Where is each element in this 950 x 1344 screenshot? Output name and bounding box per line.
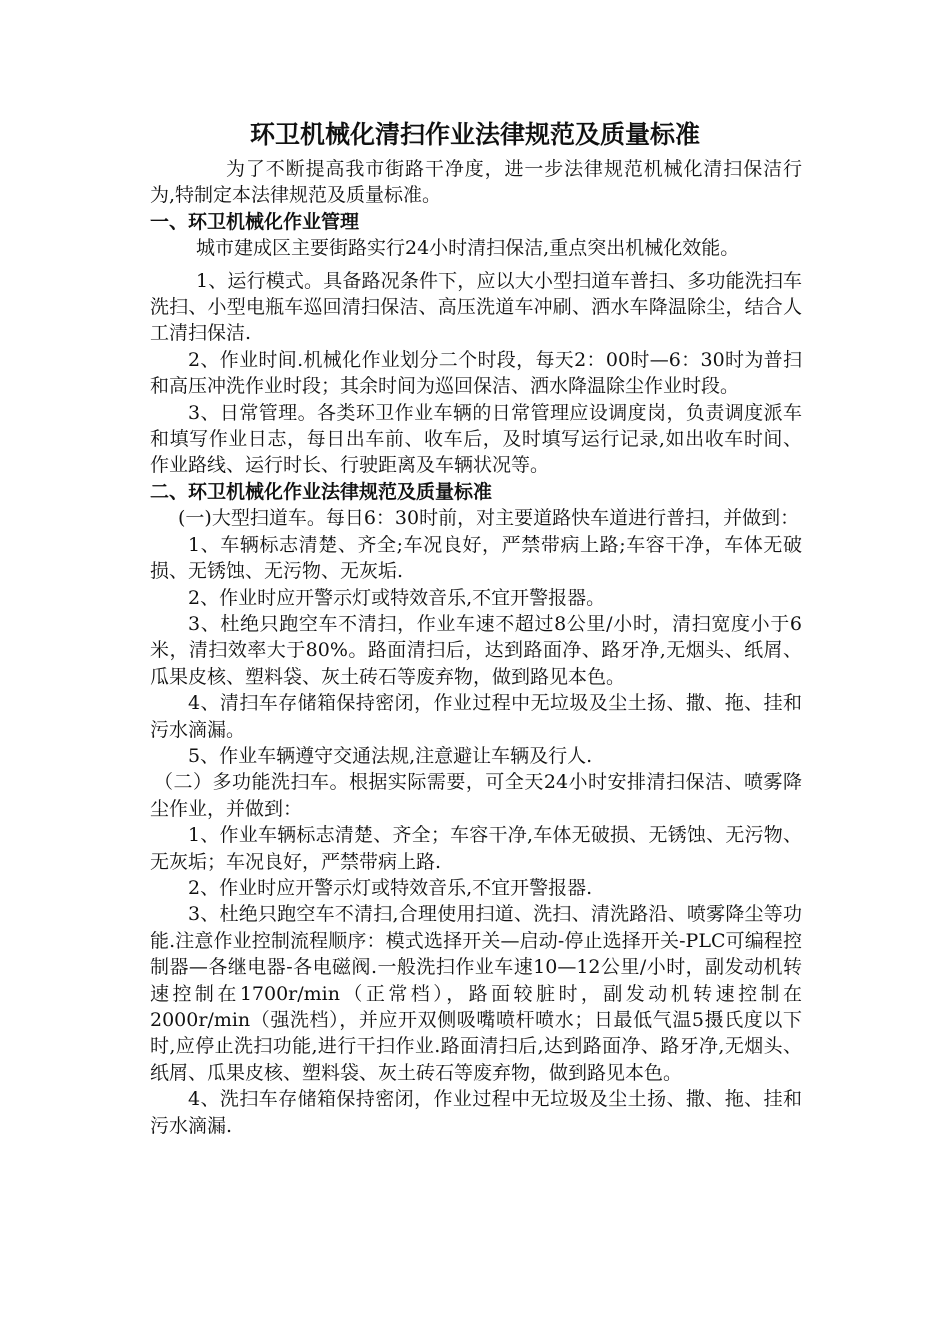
section-2-paragraph-6: 5、作业车辆遵守交通法规,注意避让车辆及行人. [188,744,593,767]
intro-paragraph: 为了不断提高我市街路干净度，进一步法律规范机械化清扫保洁行为,特制定本法律规范及质量标准。 [150,158,802,207]
section-1-paragraph-4: 3、日常管理。各类环卫作业车辆的日常管理应设调度岗，负责调度派车和填写作业日志，每日出车前、收车后，及时填写运行记录,如出收车时间、作业路线、运行时长、行驶距离及车辆状况等。 [150,401,802,477]
section-2-paragraph-10: 3、杜绝只跑空车不清扫,合理使用扫道、洗扫、清洗路沿、喷雾降尘等功能.注意作业控制流程顺序：模式选择开关—启动-停止选择开关-PLC可编程控制器—各继电器-各电磁阀.一般洗扫作业车速10—12公里/小时，副发动机转速控制在1700r/min（正常档），路面较脏时，副发动机转速控制在2000r/min（强洗档），并应开双侧吸嘴喷杆喷水；日最低气温5摄氏度以下时,应停止洗扫功能,进行干扫作业.路面清扫后,达到路面净、路牙净,无烟头、纸屑、瓜果皮核、塑料袋、灰土砖石等废弃物，做到路见本色。 [150,903,802,1084]
section-2-paragraph-11: 4、洗扫车存储箱保持密闭，作业过程中无垃圾及尘土扬、撒、拖、挂和污水滴漏. [150,1088,802,1137]
document-title: 环卫机械化清扫作业法律规范及质量标准 [249,120,700,149]
document-body [150,156,802,1139]
section-2-paragraph-4: 3、杜绝只跑空车不清扫，作业车速不超过8公里/小时，清扫宽度小于6米，清扫效率大于80%。路面清扫后，达到路面净、路牙净,无烟头、纸屑、瓜果皮核、塑料袋、灰土砖石等废弃物，做到路见本色。 [150,612,802,688]
section-1-paragraph-1: 城市建成区主要街路实行24小时清扫保洁,重点突出机械化效能。 [196,237,740,260]
section-2-paragraph-1: (一)大型扫道车。每日6：30时前，对主要道路快车道进行普扫，并做到： [178,507,800,530]
section-1-paragraph-3: 2、作业时间.机械化作业划分二个时段，每天2：00时—6：30时为普扫和高压冲洗作业时段；其余时间为巡回保洁、洒水降温除尘作业时段。 [150,348,802,398]
section-2-paragraph-8: 1、作业车辆标志清楚、齐全；车容干净,车体无破损、无锈蚀、无污物、无灰垢；车况良好，严禁带病上路. [150,824,802,873]
section-1-heading: 一、环卫机械化作业管理 [150,210,360,233]
section-2-paragraph-7: （二）多功能洗扫车。根据实际需要，可全天24小时安排清扫保洁、喷雾降尘作业，并做到： [150,771,802,820]
section-2-paragraph-3: 2、作业时应开警示灯或特效音乐,不宜开警报器。 [188,586,606,609]
section-1-paragraph-2: 1、运行模式。具备路况条件下，应以大小型扫道车普扫、多功能洗扫车洗扫、小型电瓶车巡回清扫保洁、高压洗道车冲刷、洒水车降温除尘，结合人工清扫保洁. [150,269,802,345]
section-2-heading: 二、环卫机械化作业法律规范及质量标准 [150,480,493,503]
section-2-paragraph-5: 4、清扫车存储箱保持密闭，作业过程中无垃圾及尘土扬、撒、拖、挂和污水滴漏。 [150,692,802,741]
section-2-paragraph-9: 2、作业时应开警示灯或特效音乐,不宜开警报器. [188,876,593,899]
section-2-paragraph-2: 1、车辆标志清楚、齐全;车况良好，严禁带病上路;车容干净，车体无破损、无锈蚀、无污物、无灰垢. [150,533,802,583]
